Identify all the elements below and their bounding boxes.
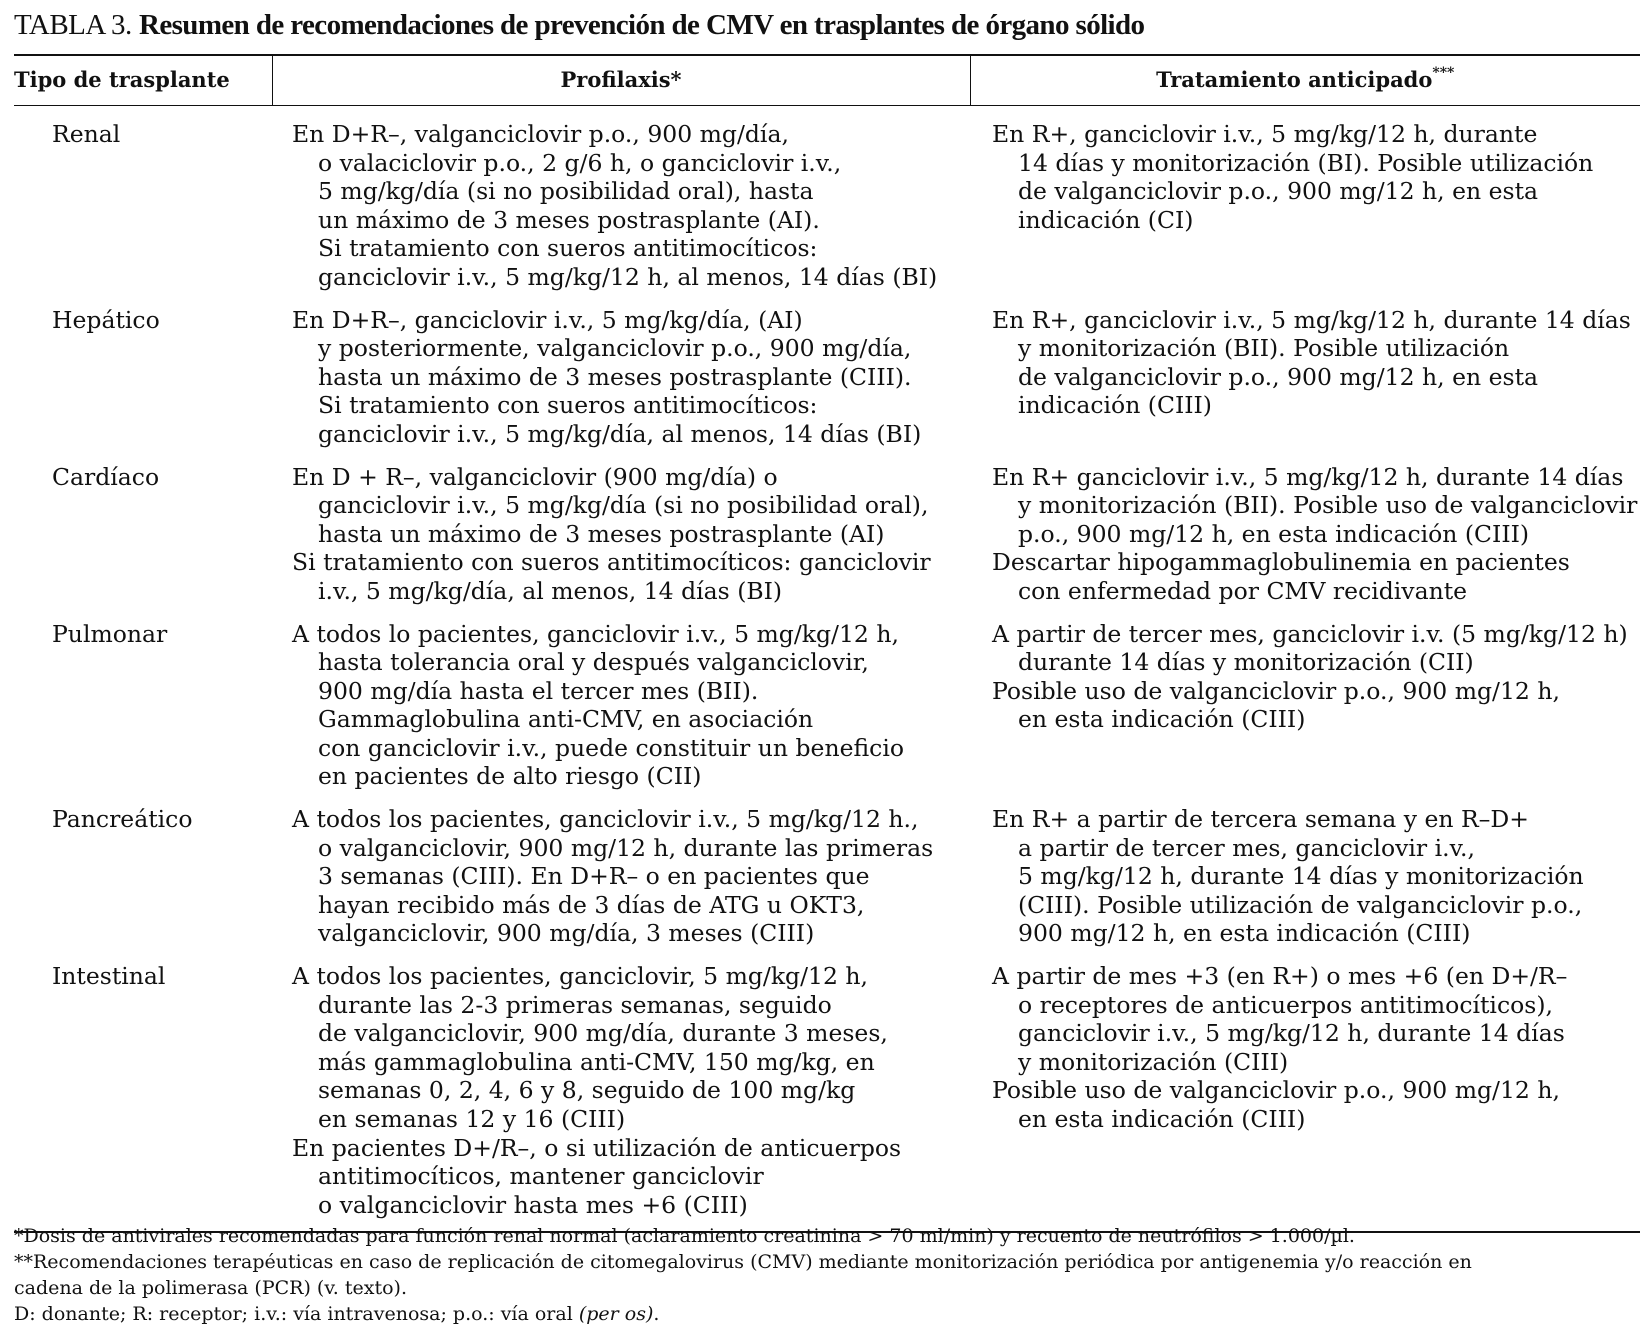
header-row	[14, 55, 1640, 106]
preemptive-cell	[970, 106, 1640, 306]
prophylaxis-cell	[272, 805, 970, 962]
table-row	[14, 306, 1640, 463]
prophylaxis-paragraph: En D + R–, valganciclovir (900 mg/día) o ganciclovir i.v., 5 mg/kg/día (si no posibilidad oral), hasta un máximo de 3 meses postrasplante (AI)	[292, 462, 929, 548]
footnote-dosage: *Dosis de antivirales recomendadas para función renal normal (aclaramiento creatinina > 70 ml/min) y recuento de neutrófilos > 1.000/µl.	[14, 1225, 1355, 1247]
prophylaxis-paragraph: A todos los pacientes, ganciclovir i.v., 5 mg/kg/12 h., o valganciclovir, 900 mg/12 h, durante las primeras 3 semanas (CIII). En D+R– o en pacientes que hayan recibido más de 3 días de ATG u OKT3, valganciclovir, 900 mg/día, 3 meses (CIII)	[292, 805, 934, 948]
prophylaxis-paragraph: Si tratamiento con sueros antitimocíticos: ganciclovir i.v., 5 mg/kg/día, al menos, 14 días (BI)	[292, 548, 931, 605]
preemptive-cell	[970, 463, 1640, 620]
transplant-type-cell: Pancreático	[52, 805, 193, 834]
prophylaxis-paragraph: En D+R–, ganciclovir i.v., 5 mg/kg/día, (AI) y posteriormente, valganciclovir p.o., 900 mg/día, hasta un máximo de 3 meses postrasplante (CIII). Si tratamiento con sueros antitimocíticos: ganciclovir i.v., 5 mg/kg/día, al menos, 14 días (BI)	[292, 305, 922, 448]
header-preemptive-label: Tratamiento anticipado	[1156, 67, 1433, 93]
preemptive-cell	[970, 962, 1640, 1232]
prophylaxis-paragraph: En D+R–, valganciclovir p.o., 900 mg/día, o valaciclovir p.o., 2 g/6 h, o ganciclovir i.v., 5 mg/kg/día (si no posibilidad oral), hasta un máximo de 3 meses postrasplante (AI). Si tratamiento con sueros antitimocíticos: ganciclovir i.v., 5 mg/kg/12 h, al menos, 14 días (BI)	[292, 120, 938, 291]
preemptive-paragraph: En R+, ganciclovir i.v., 5 mg/kg/12 h, durante 14 días y monitorización (BI). Posible utilización de valganciclovir p.o., 900 mg/12 h, en esta indicación (CI)	[992, 120, 1594, 234]
footnotes	[14, 1223, 1640, 1327]
preemptive-paragraph: Descartar hipogammaglobulinemia en pacientes con enfermedad por CMV recidivante	[992, 548, 1570, 605]
preemptive-paragraph: A partir de tercer mes, ganciclovir i.v. (5 mg/kg/12 h) durante 14 días y monitorización (CII)	[992, 619, 1628, 677]
transplant-type-cell: Cardíaco	[52, 462, 160, 491]
preemptive-paragraph: Posible uso de valganciclovir p.o., 900 mg/12 h, en esta indicación (CIII)	[992, 676, 1560, 734]
transplant-type-cell: Pulmonar	[52, 619, 168, 648]
table-row	[14, 805, 1640, 962]
transplant-type-cell: Renal	[52, 120, 121, 148]
table-label: TABLA 3.	[14, 9, 132, 41]
table-caption	[14, 8, 1640, 42]
transplant-type-cell: Hepático	[52, 305, 160, 334]
footnote-per-os: (per os)	[578, 1303, 654, 1325]
table-row	[14, 106, 1640, 306]
prophylaxis-cell	[272, 620, 970, 806]
header-transplant-type: Tipo de trasplante	[14, 55, 272, 106]
preemptive-cell	[970, 620, 1640, 806]
prophylaxis-cell	[272, 106, 970, 306]
table-title: Resumen de recomendaciones de prevención de CMV en trasplantes de órgano sólido	[139, 9, 1145, 41]
footnote-recommendations: **Recomendaciones terapéuticas en caso de replicación de citomegalovirus (CMV) mediante monitorización periódica por antigenemia y/o reacción en cadena de la polimerasa (PCR) (v. texto).	[14, 1251, 1472, 1299]
transplant-type-cell: Intestinal	[14, 962, 272, 1232]
header-prophylaxis: Profilaxis*	[272, 55, 970, 106]
prophylaxis-paragraph: A todos los pacientes, ganciclovir, 5 mg/kg/12 h, durante las 2-3 primeras semanas, seguido de valganciclovir, 900 mg/día, durante 3 meses, más gammaglobulina anti-CMV, 150 mg/kg, en semanas 0, 2, 4, 6 y 8, seguido de 100 mg/kg en semanas 12 y 16 (CIII)	[292, 962, 888, 1133]
footnote-abbreviations-text: D: donante; R: receptor; i.v.: vía intravenosa; p.o.: vía oral	[14, 1303, 579, 1325]
footnote-abbreviations-end: .	[653, 1303, 660, 1325]
prophylaxis-cell	[272, 306, 970, 463]
prophylaxis-cell	[272, 962, 970, 1232]
header-preemptive	[970, 55, 1640, 106]
header-preemptive-mark: ***	[1432, 65, 1455, 82]
document-page	[14, 8, 1640, 1325]
preemptive-paragraph: En R+ ganciclovir i.v., 5 mg/kg/12 h, durante 14 días y monitorización (BII). Posible uso de valganciclovir p.o., 900 mg/12 h, en esta indicación (CIII)	[992, 462, 1638, 548]
preemptive-cell	[970, 306, 1640, 463]
table-row	[14, 620, 1640, 806]
prophylaxis-paragraph: A todos lo pacientes, ganciclovir i.v., 5 mg/kg/12 h, hasta tolerancia oral y después valganciclovir, 900 mg/día hasta el tercer mes (BII). Gammaglobulina anti-CMV, en asociación con ganciclovir i.v., puede constituir un beneficio en pacientes de alto riesgo (CII)	[292, 619, 904, 791]
table-row	[14, 962, 1640, 1232]
table-row	[14, 463, 1640, 620]
preemptive-paragraph: Posible uso de valganciclovir p.o., 900 mg/12 h, en esta indicación (CIII)	[992, 1076, 1560, 1133]
preemptive-paragraph: En R+, ganciclovir i.v., 5 mg/kg/12 h, durante 14 días y monitorización (BII). Posible utilización de valganciclovir p.o., 900 mg/12 h, en esta indicación (CIII)	[992, 305, 1631, 420]
recommendations-table	[14, 54, 1640, 1233]
footnote-abbreviations	[14, 1301, 1640, 1327]
prophylaxis-cell	[272, 463, 970, 620]
preemptive-paragraph: En R+ a partir de tercera semana y en R–D+ a partir de tercer mes, ganciclovir i.v., 5 mg/kg/12 h, durante 14 días y monitorización (CIII). Posible utilización de valganciclovir p.o., 900 mg/12 h, en esta indicación (CIII)	[992, 805, 1584, 948]
preemptive-cell	[970, 805, 1640, 962]
preemptive-paragraph: A partir de mes +3 (en R+) o mes +6 (en D+/R– o receptores de anticuerpos antitimocíticos), ganciclovir i.v., 5 mg/kg/12 h, durante 14 días y monitorización (CIII)	[992, 962, 1568, 1076]
prophylaxis-paragraph: En pacientes D+/R–, o si utilización de anticuerpos antitimocíticos, mantener ganciclovir o valganciclovir hasta mes +6 (CIII)	[292, 1133, 902, 1219]
